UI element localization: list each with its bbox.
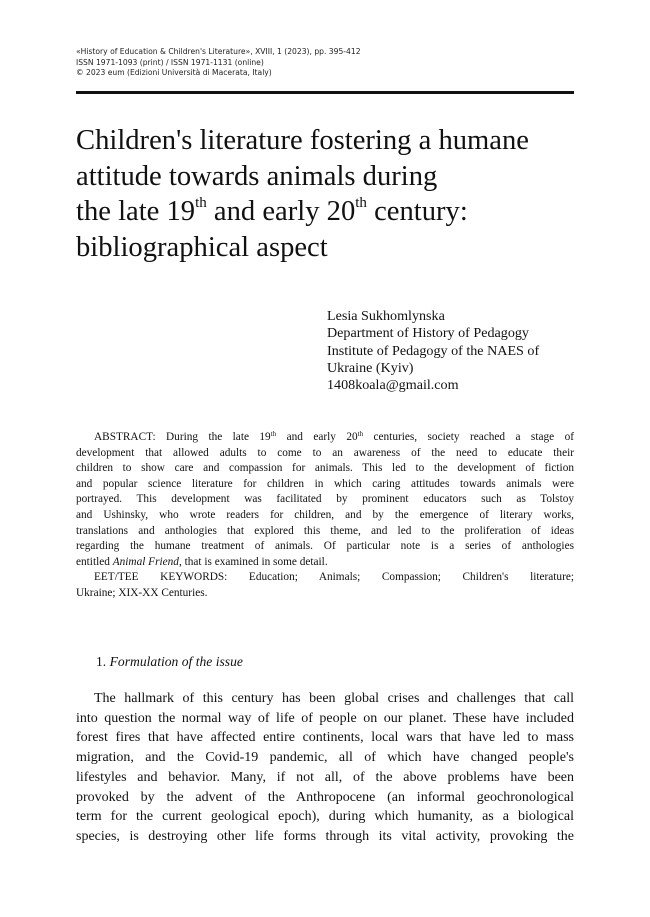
author-institute: Institute of Pedagogy of the NAES of xyxy=(327,342,540,359)
body-line: The hallmark of this century has been global crises and challenges that call xyxy=(94,691,574,706)
body-line: term for the current geological epoch), during which humanity, as a biological xyxy=(76,809,574,825)
author-name: Lesia Sukhomlynska xyxy=(327,308,445,324)
abstract xyxy=(76,430,574,602)
keywords-line: Ukraine; XIX-XX Centuries. xyxy=(76,586,208,599)
abstract-line xyxy=(76,430,574,446)
abstract-line: translations and anthologies that explored this theme, and led to the proliferation of ideas xyxy=(76,524,574,537)
section-number: 1. xyxy=(96,654,107,669)
copyright-line: © 2023 eum (Edizioni Università di Macerata, Italy) xyxy=(76,68,272,78)
author-email[interactable]: 1408koala@gmail.com xyxy=(327,377,459,394)
body-line: provoked by the advent of the Anthropocene (an informal geochronological xyxy=(76,789,574,805)
body-line: species, is destroying other life forms through its vital activity, provoking the xyxy=(76,828,574,844)
title-text: the late 19 xyxy=(76,196,196,227)
abstract-line: portrayed. This development was facilitated by prominent educators such as Tolstoy xyxy=(76,493,574,506)
title-text: century: xyxy=(366,196,468,227)
abstract-text: centuries, society reached a stage of xyxy=(363,431,574,443)
title-superscript: th xyxy=(195,195,207,211)
abstract-superscript: th xyxy=(357,430,364,438)
body-paragraph xyxy=(76,689,574,847)
abstract-text: ABSTRACT: During the late 19 xyxy=(94,431,271,443)
article-title xyxy=(76,123,596,265)
anthology-title: Animal Friend xyxy=(112,555,179,568)
keywords-line: EET/TEE KEYWORDS: Education; Animals; Compassion; Children's literature; xyxy=(94,571,574,584)
abstract-line: and popular science literature for children in which caring attitudes towards animals were xyxy=(76,477,574,490)
body-line: migration, and the Covid-19 pandemic, all of which have changed people's xyxy=(76,750,574,766)
body-line: lifestyles and behavior. Many, if not all, of the above problems have been xyxy=(76,769,574,785)
title-superscript: th xyxy=(355,195,367,211)
title-line-4: bibliographical aspect xyxy=(76,231,328,263)
author-location: Ukraine (Kyiv) xyxy=(327,359,414,376)
journal-citation: «History of Education & Children's Literature», XVIII, 1 (2023), pp. 395-412 xyxy=(76,47,361,56)
section-heading xyxy=(96,654,243,670)
author-block xyxy=(327,308,539,394)
section-title: Formulation of the issue xyxy=(109,654,243,669)
abstract-line: and Ushinsky, who wrote readers for children, and by the emergence of literary works, xyxy=(76,508,574,521)
title-line-3 xyxy=(76,194,596,230)
author-department: Department of History of Pedagogy xyxy=(327,325,529,342)
abstract-line: regarding the humane treatment of animals. Of particular note is a series of anthologies xyxy=(76,540,574,553)
abstract-line xyxy=(76,555,574,571)
abstract-superscript: th xyxy=(270,430,277,438)
header-rule xyxy=(76,91,574,94)
abstract-text: , that is examined in some detail. xyxy=(178,555,328,568)
abstract-text: entitled xyxy=(76,555,113,568)
title-text: and early 20 xyxy=(206,196,356,227)
title-line-1: Children's literature fostering a humane xyxy=(76,125,529,156)
title-line-2: attitude towards animals during xyxy=(76,160,438,192)
abstract-line: development that allowed adults to come to an awareness of the need to educate their xyxy=(76,446,574,459)
abstract-line: children to show care and compassion for animals. This led to the development of fiction xyxy=(76,462,574,475)
issn-line: ISSN 1971-1093 (print) / ISSN 1971-1131 (online) xyxy=(76,57,264,67)
journal-header xyxy=(76,47,361,79)
body-line: into question the normal way of life of people on our planet. These have included xyxy=(76,710,574,726)
abstract-text: and early 20 xyxy=(276,431,358,443)
body-line: forest fires that have affected entire continents, local wars that have led to mass xyxy=(76,730,574,746)
